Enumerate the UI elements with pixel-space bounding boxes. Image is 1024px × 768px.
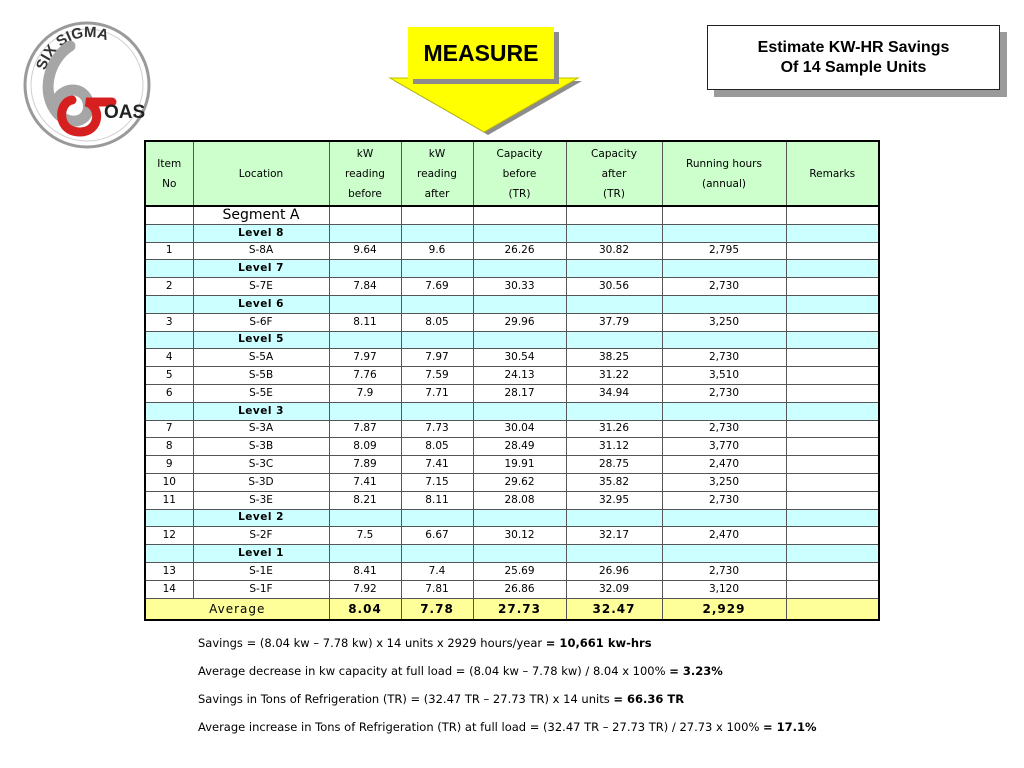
cell-remarks	[786, 580, 879, 598]
segment-row	[145, 206, 879, 224]
cell-remarks	[786, 242, 879, 260]
cell-running-hours: 3,510	[662, 367, 786, 385]
cell-remarks	[786, 473, 879, 491]
header-row	[145, 141, 879, 206]
note-tr-increase: Average increase in Tons of Refrigeration (TR) at full load = (32.47 TR – 27.73 TR) / 27.73 x 100% = 17.1%	[198, 720, 817, 734]
empty-cell	[662, 509, 786, 527]
title-box	[707, 25, 1000, 90]
empty-cell	[401, 509, 473, 527]
cell-item-no: 4	[145, 349, 193, 367]
cell-capacity-before: 29.96	[473, 313, 566, 331]
table-row	[145, 242, 879, 260]
average-remarks	[786, 598, 879, 620]
cell-running-hours: 2,730	[662, 491, 786, 509]
average-running-hours: 2,929	[662, 598, 786, 620]
level-label: Level 5	[193, 331, 329, 349]
table-row	[145, 438, 879, 456]
cell-remarks	[786, 367, 879, 385]
logo-label: OAS	[104, 102, 146, 123]
average-kw-after: 7.78	[401, 598, 473, 620]
level-row	[145, 402, 879, 420]
empty-cell	[566, 331, 662, 349]
table-row	[145, 562, 879, 580]
empty-cell	[662, 206, 786, 224]
empty-cell	[473, 545, 566, 563]
cell-running-hours: 3,250	[662, 473, 786, 491]
cell-capacity-after: 28.75	[566, 456, 662, 474]
header-kw-before: kW reading before	[329, 141, 401, 206]
table-row	[145, 420, 879, 438]
level-label: Level 8	[193, 224, 329, 242]
cell-item-no: 12	[145, 527, 193, 545]
cell-capacity-before: 28.08	[473, 491, 566, 509]
empty-cell	[662, 224, 786, 242]
empty-cell	[566, 295, 662, 313]
cell-location: S-5A	[193, 349, 329, 367]
table-row	[145, 278, 879, 296]
note-kw-decrease: Average decrease in kw capacity at full load = (8.04 kw – 7.78 kw) / 8.04 x 100% = 3.23%	[198, 664, 723, 678]
cell-location: S-8A	[193, 242, 329, 260]
cell-kw-after: 7.69	[401, 278, 473, 296]
cell-remarks	[786, 456, 879, 474]
cell-capacity-before: 25.69	[473, 562, 566, 580]
cell-kw-before: 7.97	[329, 349, 401, 367]
cell-running-hours: 2,795	[662, 242, 786, 260]
cell-remarks	[786, 438, 879, 456]
table-row	[145, 580, 879, 598]
empty-cell	[145, 224, 193, 242]
cell-capacity-before: 28.49	[473, 438, 566, 456]
header-item: Item No	[145, 141, 193, 206]
cell-capacity-before: 24.13	[473, 367, 566, 385]
level-row	[145, 224, 879, 242]
cell-kw-before: 7.9	[329, 384, 401, 402]
cell-location: S-3B	[193, 438, 329, 456]
level-label: Level 2	[193, 509, 329, 527]
average-capacity-after: 32.47	[566, 598, 662, 620]
note-tr-savings: Savings in Tons of Refrigeration (TR) = (32.47 TR – 27.73 TR) x 14 units = 66.36 TR	[198, 692, 685, 706]
empty-cell	[566, 545, 662, 563]
title-line-1: Estimate KW-HR Savings	[757, 38, 950, 56]
empty-cell	[473, 402, 566, 420]
cell-capacity-after: 30.56	[566, 278, 662, 296]
empty-cell	[662, 260, 786, 278]
segment-label: Segment A	[193, 206, 329, 224]
header-remarks: Remarks	[786, 141, 879, 206]
cell-kw-before: 7.87	[329, 420, 401, 438]
cell-remarks	[786, 278, 879, 296]
cell-running-hours: 2,730	[662, 420, 786, 438]
average-kw-before: 8.04	[329, 598, 401, 620]
cell-item-no: 11	[145, 491, 193, 509]
header-running-hours: Running hours (annual)	[662, 141, 786, 206]
table-row	[145, 313, 879, 331]
cell-remarks	[786, 349, 879, 367]
cell-running-hours: 3,770	[662, 438, 786, 456]
table-row	[145, 367, 879, 385]
empty-cell	[401, 545, 473, 563]
cell-kw-after: 8.05	[401, 438, 473, 456]
cell-item-no: 10	[145, 473, 193, 491]
cell-capacity-after: 32.95	[566, 491, 662, 509]
measure-label: MEASURE	[423, 39, 539, 66]
empty-cell	[786, 260, 879, 278]
empty-cell	[662, 295, 786, 313]
empty-cell	[473, 331, 566, 349]
empty-cell	[566, 509, 662, 527]
empty-cell	[329, 402, 401, 420]
logo-arc-text: SIX SIGMA	[32, 23, 111, 73]
title-line-2: Of 14 Sample Units	[780, 58, 927, 76]
empty-cell	[662, 331, 786, 349]
cell-running-hours: 3,120	[662, 580, 786, 598]
empty-cell	[662, 545, 786, 563]
cell-kw-after: 7.41	[401, 456, 473, 474]
cell-capacity-after: 31.12	[566, 438, 662, 456]
level-label: Level 6	[193, 295, 329, 313]
table-row	[145, 349, 879, 367]
cell-item-no: 7	[145, 420, 193, 438]
cell-kw-after: 7.59	[401, 367, 473, 385]
cell-kw-after: 7.71	[401, 384, 473, 402]
empty-cell	[566, 224, 662, 242]
empty-cell	[786, 402, 879, 420]
six-sigma-oas-logo	[22, 20, 152, 150]
cell-kw-after: 7.73	[401, 420, 473, 438]
cell-kw-before: 8.41	[329, 562, 401, 580]
cell-kw-before: 7.84	[329, 278, 401, 296]
empty-cell	[566, 402, 662, 420]
cell-location: S-2F	[193, 527, 329, 545]
cell-capacity-after: 32.17	[566, 527, 662, 545]
table-row	[145, 491, 879, 509]
cell-item-no: 13	[145, 562, 193, 580]
empty-cell	[145, 545, 193, 563]
empty-cell	[786, 295, 879, 313]
average-capacity-before: 27.73	[473, 598, 566, 620]
cell-location: S-1E	[193, 562, 329, 580]
cell-capacity-after: 37.79	[566, 313, 662, 331]
cell-running-hours: 2,470	[662, 456, 786, 474]
cell-capacity-after: 34.94	[566, 384, 662, 402]
cell-item-no: 5	[145, 367, 193, 385]
cell-kw-after: 8.05	[401, 313, 473, 331]
cell-item-no: 6	[145, 384, 193, 402]
empty-cell	[145, 509, 193, 527]
cell-location: S-7E	[193, 278, 329, 296]
empty-cell	[145, 260, 193, 278]
header-kw-after: kW reading after	[401, 141, 473, 206]
empty-cell	[329, 260, 401, 278]
cell-item-no: 2	[145, 278, 193, 296]
cell-capacity-before: 30.33	[473, 278, 566, 296]
empty-cell	[401, 402, 473, 420]
cell-kw-after: 7.4	[401, 562, 473, 580]
empty-cell	[329, 331, 401, 349]
cell-kw-after: 6.67	[401, 527, 473, 545]
cell-remarks	[786, 491, 879, 509]
cell-capacity-after: 26.96	[566, 562, 662, 580]
empty-cell	[401, 295, 473, 313]
cell-location: S-1F	[193, 580, 329, 598]
cell-location: S-6F	[193, 313, 329, 331]
cell-kw-before: 7.5	[329, 527, 401, 545]
level-row	[145, 509, 879, 527]
empty-cell	[401, 224, 473, 242]
cell-location: S-3C	[193, 456, 329, 474]
empty-cell	[145, 331, 193, 349]
cell-capacity-before: 30.04	[473, 420, 566, 438]
cell-remarks	[786, 527, 879, 545]
table-row	[145, 527, 879, 545]
table-row	[145, 456, 879, 474]
cell-item-no: 3	[145, 313, 193, 331]
cell-capacity-before: 29.62	[473, 473, 566, 491]
cell-capacity-before: 28.17	[473, 384, 566, 402]
header-capacity-before: Capacity before (TR)	[473, 141, 566, 206]
cell-remarks	[786, 420, 879, 438]
empty-cell	[329, 224, 401, 242]
cell-capacity-before: 30.12	[473, 527, 566, 545]
cell-location: S-5B	[193, 367, 329, 385]
cell-capacity-after: 38.25	[566, 349, 662, 367]
cell-kw-after: 7.97	[401, 349, 473, 367]
cell-running-hours: 2,730	[662, 278, 786, 296]
empty-cell	[786, 331, 879, 349]
level-label: Level 7	[193, 260, 329, 278]
table-row	[145, 473, 879, 491]
empty-cell	[401, 206, 473, 224]
cell-capacity-after: 31.22	[566, 367, 662, 385]
empty-cell	[329, 295, 401, 313]
cell-remarks	[786, 384, 879, 402]
empty-cell	[473, 260, 566, 278]
level-label: Level 3	[193, 402, 329, 420]
cell-running-hours: 3,250	[662, 313, 786, 331]
cell-kw-before: 7.92	[329, 580, 401, 598]
empty-cell	[329, 206, 401, 224]
cell-kw-after: 7.15	[401, 473, 473, 491]
cell-running-hours: 2,470	[662, 527, 786, 545]
average-label: Average	[145, 598, 329, 620]
header-capacity-after: Capacity after (TR)	[566, 141, 662, 206]
cell-kw-before: 8.09	[329, 438, 401, 456]
cell-capacity-after: 35.82	[566, 473, 662, 491]
empty-cell	[473, 295, 566, 313]
header-location: Location	[193, 141, 329, 206]
cell-kw-before: 9.64	[329, 242, 401, 260]
empty-cell	[786, 545, 879, 563]
cell-kw-after: 9.6	[401, 242, 473, 260]
level-row	[145, 545, 879, 563]
note-kwh-savings: Savings = (8.04 kw – 7.78 kw) x 14 units x 2929 hours/year = 10,661 kw-hrs	[198, 636, 652, 650]
cell-kw-before: 8.11	[329, 313, 401, 331]
level-row	[145, 260, 879, 278]
cell-location: S-3E	[193, 491, 329, 509]
empty-cell	[145, 206, 193, 224]
empty-cell	[566, 206, 662, 224]
cell-running-hours: 2,730	[662, 384, 786, 402]
empty-cell	[786, 509, 879, 527]
table-body	[145, 206, 879, 598]
cell-running-hours: 2,730	[662, 562, 786, 580]
cell-capacity-after: 30.82	[566, 242, 662, 260]
cell-capacity-after: 31.26	[566, 420, 662, 438]
down-arrow-icon	[384, 74, 584, 136]
empty-cell	[401, 260, 473, 278]
empty-cell	[401, 331, 473, 349]
empty-cell	[145, 402, 193, 420]
empty-cell	[145, 295, 193, 313]
cell-kw-before: 8.21	[329, 491, 401, 509]
empty-cell	[786, 206, 879, 224]
cell-remarks	[786, 562, 879, 580]
empty-cell	[473, 509, 566, 527]
measure-badge	[408, 27, 554, 79]
empty-cell	[329, 545, 401, 563]
cell-kw-before: 7.41	[329, 473, 401, 491]
level-row	[145, 295, 879, 313]
cell-capacity-before: 26.86	[473, 580, 566, 598]
cell-kw-after: 8.11	[401, 491, 473, 509]
cell-location: S-3A	[193, 420, 329, 438]
empty-cell	[473, 224, 566, 242]
table-row	[145, 384, 879, 402]
cell-capacity-before: 30.54	[473, 349, 566, 367]
cell-kw-before: 7.89	[329, 456, 401, 474]
cell-capacity-after: 32.09	[566, 580, 662, 598]
cell-item-no: 9	[145, 456, 193, 474]
cell-location: S-5E	[193, 384, 329, 402]
cell-item-no: 1	[145, 242, 193, 260]
cell-kw-after: 7.81	[401, 580, 473, 598]
cell-capacity-before: 26.26	[473, 242, 566, 260]
cell-location: S-3D	[193, 473, 329, 491]
average-row	[145, 598, 879, 620]
empty-cell	[786, 224, 879, 242]
cell-running-hours: 2,730	[662, 349, 786, 367]
level-row	[145, 331, 879, 349]
cell-kw-before: 7.76	[329, 367, 401, 385]
savings-table	[144, 140, 880, 621]
cell-capacity-before: 19.91	[473, 456, 566, 474]
empty-cell	[329, 509, 401, 527]
cell-item-no: 8	[145, 438, 193, 456]
level-label: Level 1	[193, 545, 329, 563]
empty-cell	[473, 206, 566, 224]
cell-remarks	[786, 313, 879, 331]
cell-item-no: 14	[145, 580, 193, 598]
empty-cell	[662, 402, 786, 420]
empty-cell	[566, 260, 662, 278]
